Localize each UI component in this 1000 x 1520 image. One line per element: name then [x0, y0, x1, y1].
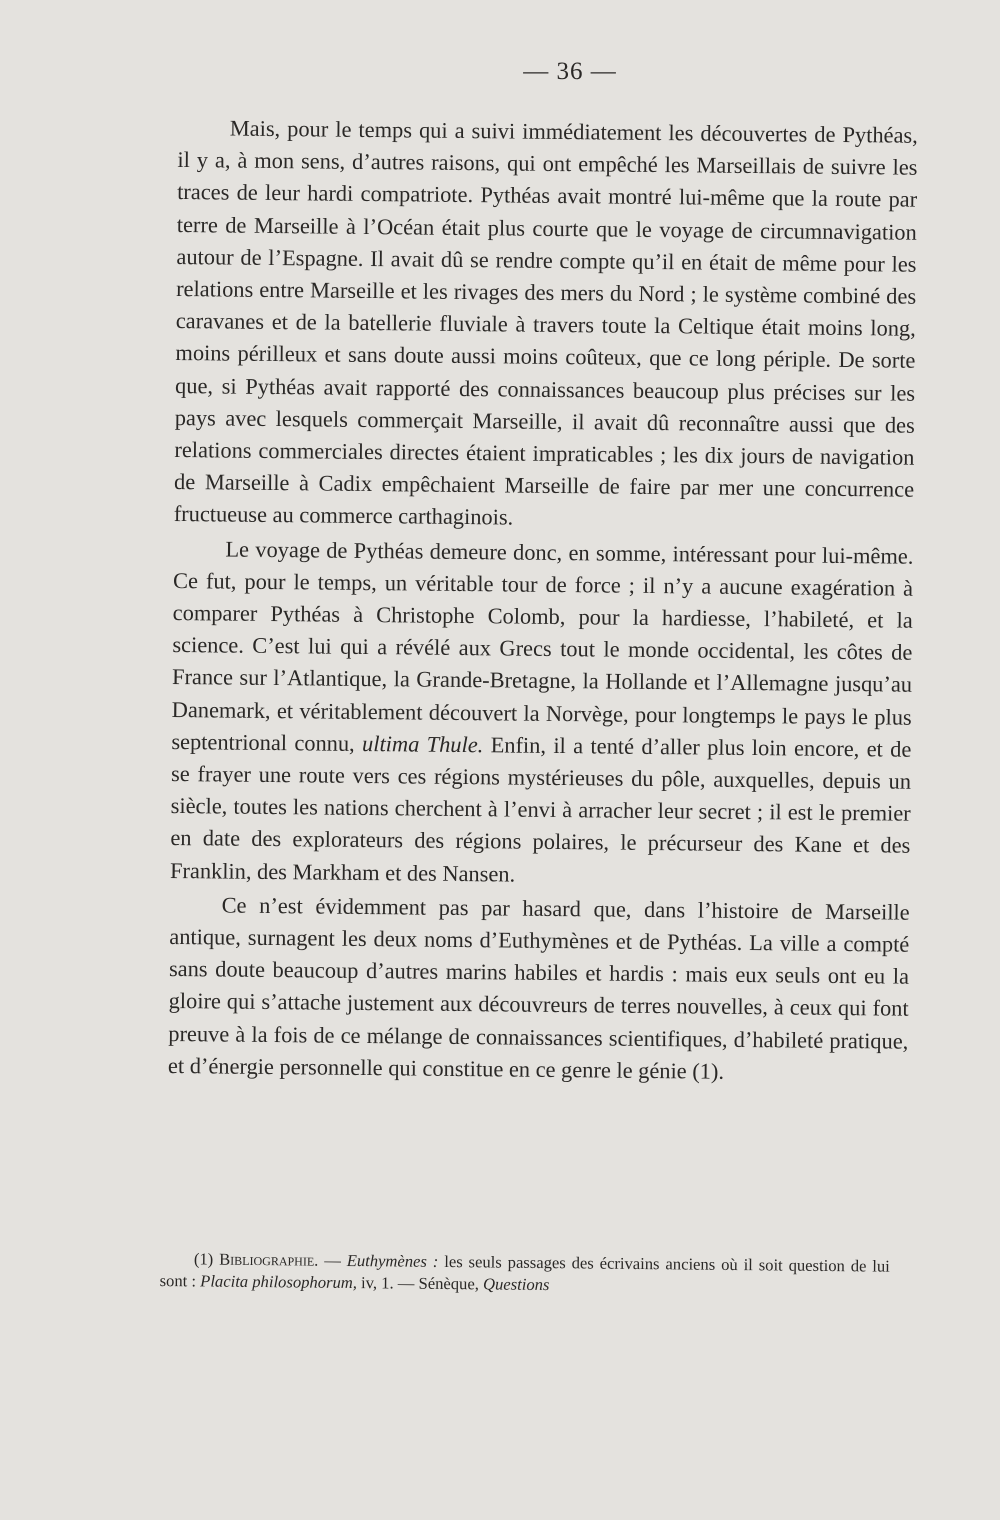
- footnote-label: Bibliographie.: [219, 1249, 319, 1270]
- footnote-text-2: iv, 1. — Sénèque,: [356, 1273, 484, 1294]
- footnote-text-1: les seuls passages des écrivains anciens où il soit question de lui sont :: [159, 1251, 890, 1291]
- paragraph-2-text-b: Enfin, il a tenté d’aller plus loin encore, et de se frayer une route vers ces régions mystérieuses du pôle, auxquelles, depuis un siècle, toutes les nations cherchent à l’envi à arracher leur secret ; il est le premier en date des explorateurs des régions polaires, le précurseur des Kane et des Franklin, des Markham et des Nansen.: [169, 732, 912, 887]
- paragraph-2-italic: ultima Thule.: [361, 730, 484, 758]
- paragraph-3: Ce n’est évidemment pas par hasard que, dans l’histoire de Marseille antique, surnagent les deux noms d’Euthymènes et de Pythéas. La ville a compté sans doute beaucoup d’autres marins habiles et hardis : mais eux seuls ont eu la gloire qui s’attache justement aux découvreurs de terres nouvelles, à ceux qui font preuve à la fois de ce mélange de connaissances scientifiques, d’habileté pratique, et d’énergie personnelle qui constitue en ce genre le génie (1).: [167, 892, 910, 1084]
- footnote-italic-1: Euthymènes :: [346, 1250, 439, 1271]
- footnotes: [160, 1248, 890, 1300]
- paragraph-2-text-a: Le voyage de Pythéas demeure donc, en somme, intéressant pour lui-même. Ce fut, pour le temps, un véritable tour de force ; il n’y a aucune exagération à comparer Pythéas à Christophe Colomb, pour la hardiesse, l’habileté, et la science. C’est lui qui a révélé aux Grecs tout le monde occidental, les côtes de France sur l’Atlantique, la Grande-Bretagne, la Hollande et l’Allemagne jusqu’au Danemark, et véritablement découvert la Norvège, pour longtemps le pays le plus septentrional connu,: [171, 536, 914, 756]
- footnote-marker: (1): [193, 1249, 214, 1269]
- paragraph-2: [170, 533, 914, 895]
- footnote-italic-3: Questions: [482, 1274, 550, 1295]
- footnote-italic-2: Placita philosophorum,: [200, 1271, 358, 1293]
- page-number: — 36 —: [523, 58, 617, 85]
- body-text: [168, 112, 918, 1092]
- paragraph-1: Mais, pour le temps qui a suivi immédiatement les découvertes de Pythéas, il y a, à mon sens, d’autres raisons, qui ont empêché les Marseillais de suivre les traces de leur hardi compatriote. Pythéas avait montré lui-même que la route par terre de Marseille à l’Océan était plus courte que le voyage de circumnavigation autour de l’Espagne. Il avait dû se rendre compte qu’il en était de même pour les relations entre Marseille et les rivages des mers du Nord ; le système combiné des caravanes et de la batellerie fluviale à travers toute la Celtique était moins long, moins périlleux et sans doute aussi moins coûteux, que ce long périple. De sorte que, si Pythéas avait rapporté des connaissances beaucoup plus précises sur les pays avec lesquels commerçait Marseille, il avait dû reconnaître aussi que des relations commerciales directes étaient impraticables ; les dix jours de navigation de Marseille à Cadix empêchaient Marseille de faire par mer une concurrence fructueuse au commerce carthaginois.: [173, 115, 918, 530]
- footnote-dash: —: [318, 1250, 347, 1270]
- footnote-1: [160, 1248, 890, 1300]
